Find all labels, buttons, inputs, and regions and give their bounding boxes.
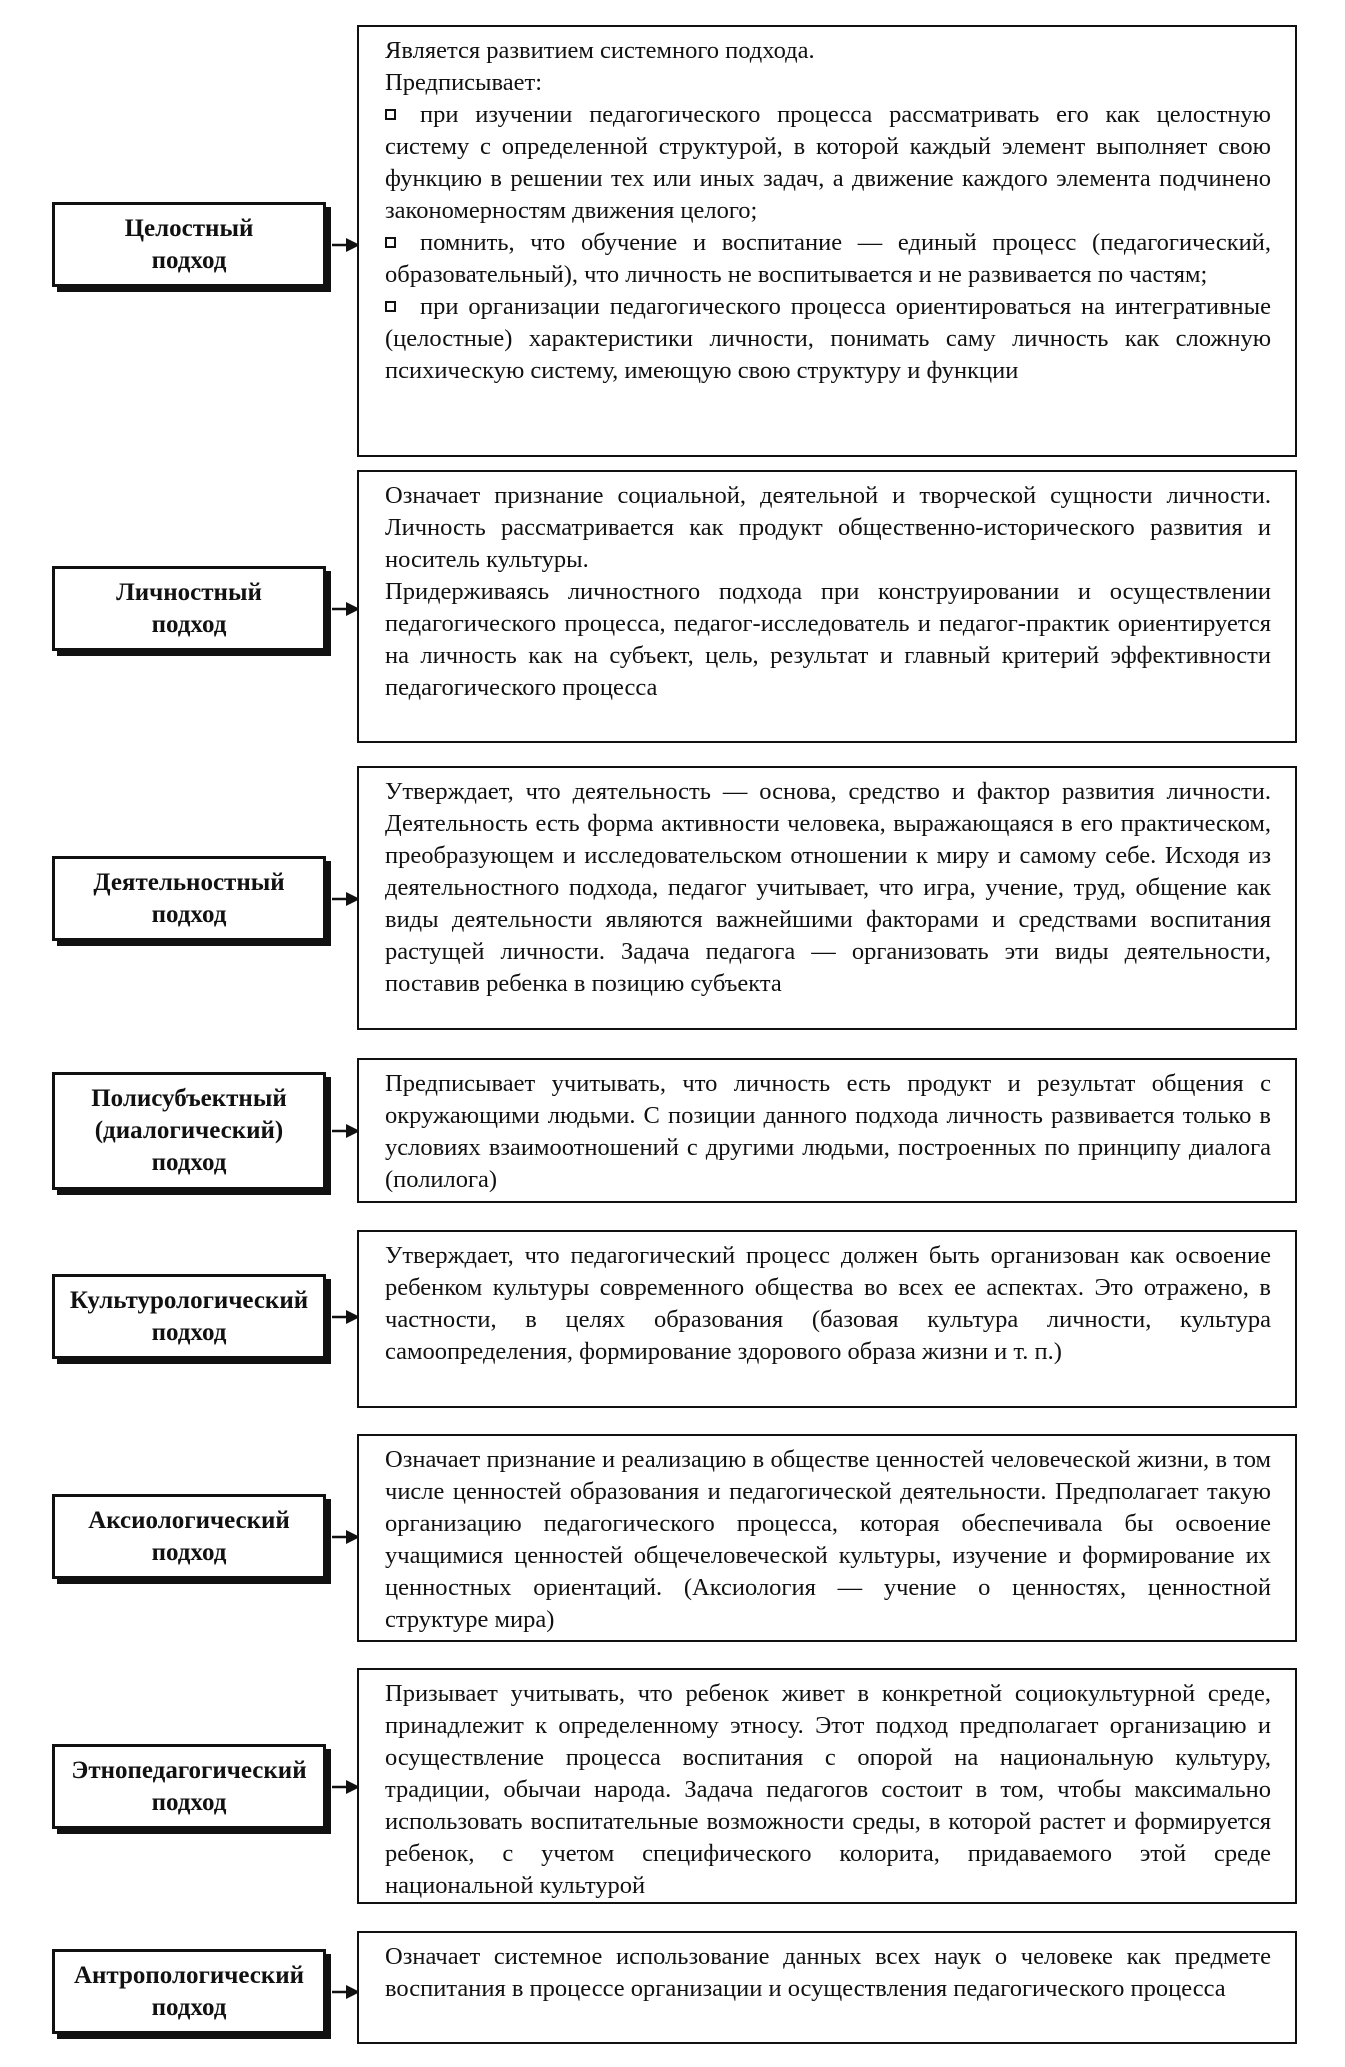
approach-label-text: Антропологический подход [73, 1961, 305, 2021]
approach-description [357, 1230, 1297, 1408]
description-text: Является развитием системного подхода. [385, 37, 815, 64]
checkbox-bullet-icon [385, 237, 396, 248]
approach-label [52, 856, 326, 941]
approach-label [52, 1494, 326, 1579]
checkbox-bullet-icon [385, 109, 396, 120]
description-text: Предписывает учитывать, что личность есть продукт и результат общения с окружающими людьми. С позиции данного подхода личность развивается только в условиях взаимоотношений с другими людьми, построенных по принципу диалога (полилога) [385, 1070, 1271, 1193]
description-bullet [385, 291, 1271, 387]
approach-label-text: Этнопедагогический подход [71, 1756, 307, 1816]
description-paragraph [385, 35, 1271, 67]
description-text: Предписывает: [385, 69, 543, 96]
description-bullet [385, 227, 1271, 291]
description-paragraph [385, 1444, 1271, 1636]
arrow-right-icon [332, 1780, 360, 1794]
approach-label [52, 1274, 326, 1359]
approach-label-text: Культурологический подход [69, 1286, 309, 1346]
approach-description [357, 25, 1297, 457]
arrow-right-icon [332, 892, 360, 906]
approach-description [357, 1668, 1297, 1904]
arrow-right-icon [332, 1310, 360, 1324]
arrow-right-icon [332, 1124, 360, 1138]
description-paragraph [385, 776, 1271, 1000]
arrow-right-icon [332, 1985, 360, 1999]
description-text: Утверждает, что деятельность — основа, средство и фактор развития личности. Деятельность есть форма активности человека, выражающаяся в его практическом, преобразующем и исследовательском отношении к миру и самому себе. Исходя из деятельностного подхода, педагог учитывает, что игра, учение, труд, общение как виды деятельности являются важнейшими факторами и средствами воспитания растущей личности. Задача педагога — организовать эти виды деятельности, поставив ребенка в позицию субъекта [385, 778, 1271, 997]
description-paragraph [385, 480, 1271, 576]
approach-description [357, 1058, 1297, 1203]
approach-label-text: Полисубъектный (диалогический) подход [91, 1085, 287, 1176]
description-text: Означает признание социальной, деятельной и творческой сущности личности. Личность рассматривается как продукт общественно-исторического развития и носитель культуры. [385, 482, 1271, 573]
description-text: Придерживаясь личностного подхода при конструировании и осуществлении педагогического процесса, педагог-исследователь и педагог-практик ориентируется на личность как на субъект, цель, результат и главный критерий эффективности педагогического процесса [385, 578, 1271, 701]
arrow-right-icon [332, 238, 360, 252]
description-paragraph [385, 576, 1271, 704]
approach-description [357, 1434, 1297, 1642]
description-paragraph [385, 1068, 1271, 1196]
checkbox-bullet-icon [385, 301, 396, 312]
description-bullet [385, 99, 1271, 227]
description-text: Утверждает, что педагогический процесс должен быть организован как освоение ребенком культуры современного общества во всех ее аспектах. Это отражено, в частности, в целях образования (базовая культура личности, культура самоопределения, формирование здорового образа жизни и т. п.) [385, 1242, 1271, 1365]
description-text: при изучении педагогического процесса рассматривать его как целостную систему с определенной структурой, в которой каждый элемент выполняет свою функцию в решении тех или иных задач, а движение каждого элемента подчинено закономерностям движения целого; [385, 101, 1271, 224]
arrow-right-icon [332, 1530, 360, 1544]
description-paragraph [385, 1941, 1271, 2005]
approach-label-text: Личностный подход [116, 578, 262, 638]
approach-label [52, 1072, 326, 1190]
description-paragraph [385, 1678, 1271, 1902]
approach-description [357, 1931, 1297, 2044]
approach-description [357, 766, 1297, 1030]
approach-label [52, 202, 326, 287]
approach-label [52, 1744, 326, 1829]
description-paragraph [385, 67, 1271, 99]
approach-description [357, 470, 1297, 743]
description-text: Призывает учитывать, что ребенок живет в конкретной социокультурной среде, принадлежит к определенному этносу. Этот подход предполагает организацию и осуществление процесса воспитания с опорой на национальную культуру, традиции, обычаи народа. Задача педагогов состоит в том, чтобы максимально использовать воспитательные возможности среды, в которой растет и формируется ребенок, с учетом специфического колорита, придаваемого этой среде национальной культурой [385, 1680, 1271, 1899]
approach-label-text: Аксиологический подход [88, 1506, 290, 1566]
description-text: Означает системное использование данных всех наук о человеке как предмете воспитания в процессе организации и осуществления педагогического процесса [385, 1943, 1271, 2002]
approach-label-text: Целостный подход [124, 214, 254, 274]
description-text: при организации педагогического процесса ориентироваться на интегративные (целостные) характеристики личности, понимать саму личность как сложную психическую систему, имеющую свою структуру и функции [385, 293, 1271, 384]
description-paragraph [385, 1240, 1271, 1368]
description-text: помнить, что обучение и воспитание — единый процесс (педагогический, образовательный), что личность не воспитывается и не развивается по частям; [385, 229, 1271, 288]
approach-label [52, 1949, 326, 2034]
arrow-right-icon [332, 602, 360, 616]
approach-label-text: Деятельностный подход [93, 868, 285, 928]
approach-label [52, 566, 326, 651]
description-text: Означает признание и реализацию в обществе ценностей человеческой жизни, в том числе ценностей образования и педагогической деятельности. Предполагает такую организацию педагогического процесса, которая обеспечивала бы освоение учащимися ценностей общечеловеческой культуры, изучение и формирование их ценностных ориентаций. (Аксиология — учение о ценностях, ценностной структуре мира) [385, 1446, 1271, 1633]
